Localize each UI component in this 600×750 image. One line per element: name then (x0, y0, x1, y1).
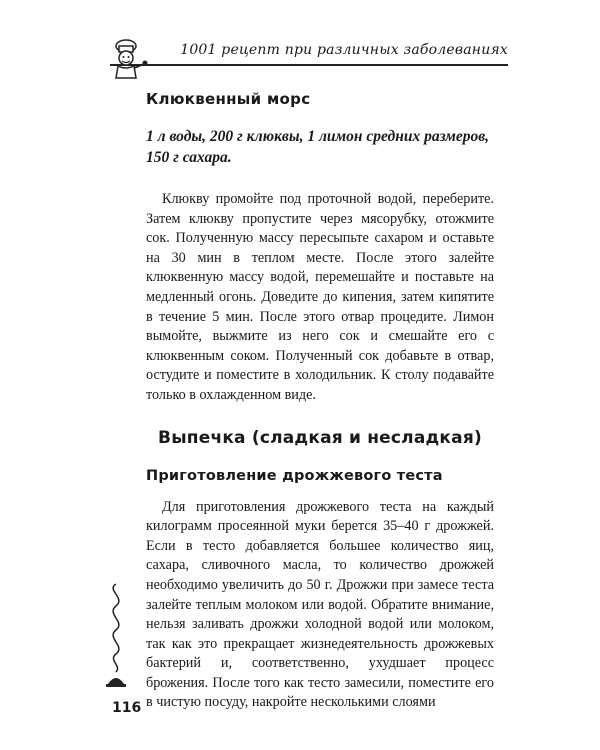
swirl-ornament-icon (102, 580, 130, 700)
recipe-title: Клюквенный морс (146, 90, 311, 108)
recipe-instructions: Клюкву промойте под проточной водой, переберите. Затем клюкву пропустите через мясорубку, отожмите сок. Полученную массу пересыпьте сахаром и оставьте на 30 мин в теплом месте. После этого залейте клюквенную массу водой, перемешайте и поставьте на медленный огонь. Доведите до кипения, затем кипятите в течение 5 мин. После этого отвар процедите. Лимон вымойте, выжмите из него сок и смешайте его с клюквенным соком. Полученный сок добавьте в отвар, остудите и поместите в холодильник. К столу подавайте только в охлажденном виде. (146, 191, 494, 403)
header-rule (110, 64, 508, 66)
recipe-ingredients: 1 л воды, 200 г клюквы, 1 лимон средних размеров, 150 г сахара. (146, 128, 490, 166)
book-title: 1001 рецепт при различных заболеваниях (180, 42, 508, 58)
subsection-title: Приготовление дрожжевого теста (146, 467, 443, 484)
cartoon-chef-icon (106, 36, 150, 80)
page-number: 116 (112, 700, 142, 716)
running-header (110, 40, 508, 66)
section-text: Для приготовления дрожжевого теста на каждый килограмм просеянной муки берется 35–40 г дрожжей. Если в тесто добавляется большее количество яиц, сахара, сливочного масла, то количество дрожжей необходимо увеличить до 50 г. Дрожжи при замесе теста залейте теплым молоком или водой. Обратите внимание, нельзя заливать дрожжи холодной водой или молоком, так как это прекращает жизнедеятельность дрожжевых бактерий и, соответственно, ухудшает процесс брожения. После того как тесто замесили, поместите его в чистую посуду, накройте несколькими слоями (146, 498, 494, 711)
page-content (146, 90, 494, 713)
section-title: Выпечка (сладкая и несладкая) (158, 427, 482, 448)
